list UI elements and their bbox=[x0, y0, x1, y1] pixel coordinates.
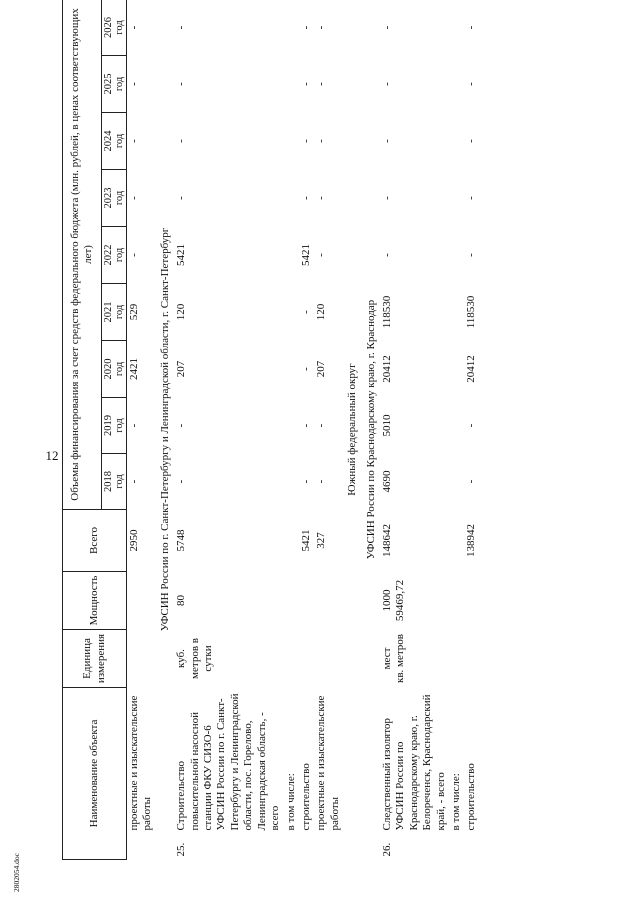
table-row bbox=[314, 0, 343, 860]
unit-cell bbox=[314, 630, 343, 688]
year-value-cell: - bbox=[315, 25, 328, 30]
year-value-cell: - bbox=[465, 196, 478, 200]
object-name-cell bbox=[299, 688, 314, 860]
row-number bbox=[285, 831, 298, 857]
object-name: Строительство повысительной насосной станции ФКУ СИЗО-6 УФСИН России по г. Санкт-Петербургу и Ленинградской области, пос. Горелово, Ленинградская область, - всего bbox=[175, 693, 282, 831]
table-row bbox=[299, 0, 314, 860]
year-label: 2020 bbox=[103, 358, 114, 380]
year-value-cell: - bbox=[465, 479, 478, 484]
year-value-cell: - bbox=[128, 423, 141, 428]
year-value-cell bbox=[449, 454, 464, 510]
header-funding: Объемы финансирования за счет средств федерального бюджета (млн. рублей, в ценах соответствующих лет) bbox=[63, 0, 102, 510]
table-row bbox=[127, 0, 156, 860]
year-header-2020 bbox=[102, 341, 127, 398]
row-number bbox=[128, 831, 155, 857]
year-value-cell: - bbox=[128, 479, 141, 484]
year-value-cell bbox=[284, 398, 299, 454]
total-cell: 5421 bbox=[299, 529, 312, 552]
region-row bbox=[362, 0, 380, 860]
year-value-cell bbox=[284, 170, 299, 227]
year-value-cell: - bbox=[128, 82, 141, 86]
year-value-cell bbox=[449, 284, 464, 341]
object-name-cell bbox=[464, 688, 479, 860]
total-cell bbox=[449, 510, 464, 572]
year-value-cell: 118530 bbox=[465, 295, 478, 329]
year-label: 2024 bbox=[103, 130, 114, 152]
object-name: проектные и изыскательские работы bbox=[315, 695, 341, 831]
year-header-2018 bbox=[102, 454, 127, 510]
region-row bbox=[156, 0, 174, 860]
year-value-cell: - bbox=[299, 310, 312, 314]
year-value-cell: - bbox=[175, 82, 188, 86]
row-number bbox=[465, 831, 478, 857]
year-value-cell: - bbox=[315, 196, 328, 200]
year-value-cell: - bbox=[465, 25, 478, 30]
year-unit-label: год bbox=[114, 133, 126, 149]
total-cell: 138942 bbox=[465, 524, 478, 557]
year-value-cell: 120 bbox=[315, 303, 328, 321]
header-capacity: Мощность bbox=[63, 572, 127, 630]
region-title: Южный федеральный округ bbox=[346, 363, 359, 496]
year-unit-label: год bbox=[114, 76, 126, 92]
object-name-cell bbox=[174, 688, 283, 860]
year-header-2019 bbox=[102, 398, 127, 454]
year-value-cell: - bbox=[465, 82, 478, 86]
year-header-2022 bbox=[102, 227, 127, 284]
header-total: Всего bbox=[63, 510, 127, 572]
year-value-cell: - bbox=[299, 25, 312, 30]
year-value-cell: 5010 bbox=[380, 414, 393, 437]
capacity-cell bbox=[464, 572, 479, 630]
year-unit-label: год bbox=[114, 20, 126, 35]
year-value-cell: 5421 bbox=[299, 244, 312, 266]
year-value-cell: 207 bbox=[315, 360, 328, 378]
year-value-cell: - bbox=[380, 25, 393, 30]
region-title: УФСИН России по г. Санкт-Петербургу и Ленинградской области, г. Санкт-Петербург bbox=[158, 227, 171, 632]
year-unit-label: год bbox=[114, 247, 126, 263]
year-value-cell: 2421 bbox=[128, 358, 141, 380]
year-value-cell: - bbox=[380, 139, 393, 143]
object-name: проектные и изыскательские работы bbox=[128, 695, 154, 831]
year-label: 2026 bbox=[103, 17, 114, 38]
year-value-cell: - bbox=[175, 423, 188, 428]
capacity-cell bbox=[127, 572, 156, 630]
row-number: 26. bbox=[380, 842, 393, 857]
year-value-cell: 5421 bbox=[175, 244, 188, 266]
file-name: 2802054.doc bbox=[12, 853, 21, 892]
year-value-cell: 4690 bbox=[380, 470, 393, 493]
unit-cell bbox=[449, 630, 464, 688]
capacity-cell: 1000 59469,72 bbox=[380, 579, 407, 622]
capacity-cell bbox=[284, 572, 299, 630]
table-row bbox=[380, 0, 449, 860]
year-label: 2023 bbox=[103, 187, 114, 209]
year-header-2025 bbox=[102, 56, 127, 113]
table-body bbox=[127, 0, 480, 860]
year-value-cell: - bbox=[175, 196, 188, 200]
year-value-cell: - bbox=[299, 139, 312, 143]
year-value-cell bbox=[449, 341, 464, 398]
capacity-cell bbox=[299, 572, 314, 630]
year-value-cell: - bbox=[299, 479, 312, 484]
table-row bbox=[284, 0, 299, 860]
unit-cell bbox=[464, 630, 479, 688]
year-value-cell: - bbox=[175, 25, 188, 30]
year-value-cell: - bbox=[128, 253, 141, 257]
object-name: строительство bbox=[465, 763, 478, 831]
object-name: в том числе: bbox=[284, 773, 297, 831]
year-value-cell bbox=[284, 341, 299, 398]
year-value-cell: - bbox=[315, 253, 328, 257]
year-value-cell: - bbox=[380, 196, 393, 200]
object-name-cell bbox=[284, 688, 299, 860]
year-value-cell: - bbox=[175, 479, 188, 484]
total-cell: 2950 bbox=[128, 529, 141, 552]
table-row bbox=[449, 0, 464, 860]
year-value-cell bbox=[449, 398, 464, 454]
year-value-cell bbox=[449, 227, 464, 284]
year-label: 2021 bbox=[103, 301, 114, 323]
object-name-cell bbox=[380, 688, 449, 860]
year-value-cell: 207 bbox=[175, 360, 188, 378]
year-label: 2022 bbox=[103, 244, 114, 266]
year-value-cell: - bbox=[315, 139, 328, 143]
year-unit-label: год bbox=[114, 418, 126, 433]
year-value-cell bbox=[284, 454, 299, 510]
year-value-cell bbox=[449, 56, 464, 113]
unit-cell: куб. метров в сутки bbox=[175, 638, 215, 679]
unit-cell bbox=[284, 630, 299, 688]
object-name: строительство bbox=[299, 763, 312, 831]
table-row bbox=[174, 0, 283, 860]
object-name-cell bbox=[314, 688, 343, 860]
year-label: 2018 bbox=[103, 471, 114, 492]
year-value-cell: 20412 bbox=[380, 355, 393, 383]
year-header-2024 bbox=[102, 113, 127, 170]
capacity-cell bbox=[314, 572, 343, 630]
year-value-cell: - bbox=[465, 139, 478, 143]
year-value-cell: - bbox=[315, 479, 328, 484]
table-row bbox=[464, 0, 479, 860]
year-value-cell: - bbox=[315, 423, 328, 428]
object-name-cell bbox=[127, 688, 156, 860]
year-value-cell bbox=[284, 113, 299, 170]
total-cell: 148642 bbox=[380, 524, 393, 557]
year-unit-label: год bbox=[114, 304, 126, 320]
year-value-cell bbox=[449, 113, 464, 170]
year-value-cell: 529 bbox=[128, 303, 141, 321]
year-value-cell: - bbox=[299, 196, 312, 200]
object-name: Следственный изолятор УФСИН России по Краснодарскому краю, г. Белореченск, Краснодарский край, - всего bbox=[380, 694, 447, 831]
year-value-cell bbox=[284, 56, 299, 113]
year-value-cell: - bbox=[380, 253, 393, 257]
year-value-cell: 118530 bbox=[380, 295, 393, 329]
year-value-cell: - bbox=[299, 423, 312, 428]
total-cell: 5748 bbox=[175, 529, 188, 552]
year-value-cell bbox=[449, 0, 464, 56]
object-name: в том числе: bbox=[449, 773, 462, 831]
year-header-2021 bbox=[102, 284, 127, 341]
unit-cell bbox=[127, 630, 156, 688]
header-unit: Единица измерения bbox=[63, 630, 127, 688]
financing-table bbox=[62, 0, 480, 860]
unit-cell: мест кв. метров bbox=[380, 633, 407, 684]
year-header-2023 bbox=[102, 170, 127, 227]
year-unit-label: год bbox=[114, 361, 126, 377]
header-name: Наименование объекта bbox=[63, 688, 127, 860]
year-label: 2019 bbox=[103, 415, 114, 436]
row-number bbox=[450, 831, 463, 857]
year-value-cell: - bbox=[465, 253, 478, 257]
year-value-cell bbox=[284, 284, 299, 341]
object-name-cell bbox=[449, 688, 464, 860]
unit-cell bbox=[299, 630, 314, 688]
year-value-cell: - bbox=[128, 139, 141, 143]
capacity-cell bbox=[449, 572, 464, 630]
year-value-cell: - bbox=[299, 367, 312, 371]
year-value-cell: - bbox=[128, 25, 141, 30]
total-cell bbox=[284, 510, 299, 572]
year-value-cell: 120 bbox=[175, 303, 188, 321]
page-number: 12 bbox=[45, 448, 59, 463]
year-value-cell bbox=[284, 227, 299, 284]
row-number: 25. bbox=[175, 842, 188, 857]
year-value-cell: - bbox=[380, 82, 393, 86]
year-label: 2025 bbox=[103, 73, 114, 95]
year-value-cell: - bbox=[299, 82, 312, 86]
capacity-cell: 80 bbox=[175, 595, 188, 606]
region-row bbox=[343, 0, 361, 860]
year-value-cell: 20412 bbox=[465, 355, 478, 383]
year-header-2026 bbox=[102, 0, 127, 56]
row-number bbox=[300, 831, 313, 857]
year-unit-label: год bbox=[114, 190, 126, 206]
year-value-cell: - bbox=[315, 82, 328, 86]
year-value-cell: - bbox=[128, 196, 141, 200]
year-value-cell: - bbox=[465, 423, 478, 428]
year-value-cell bbox=[284, 0, 299, 56]
year-unit-label: год bbox=[114, 474, 126, 489]
total-cell: 327 bbox=[315, 532, 328, 549]
year-value-cell bbox=[449, 170, 464, 227]
region-title: УФСИН России по Краснодарскому краю, г. Краснодар bbox=[364, 299, 377, 560]
year-value-cell: - bbox=[175, 139, 188, 143]
row-number bbox=[315, 831, 342, 857]
rotated-page bbox=[62, 0, 622, 860]
